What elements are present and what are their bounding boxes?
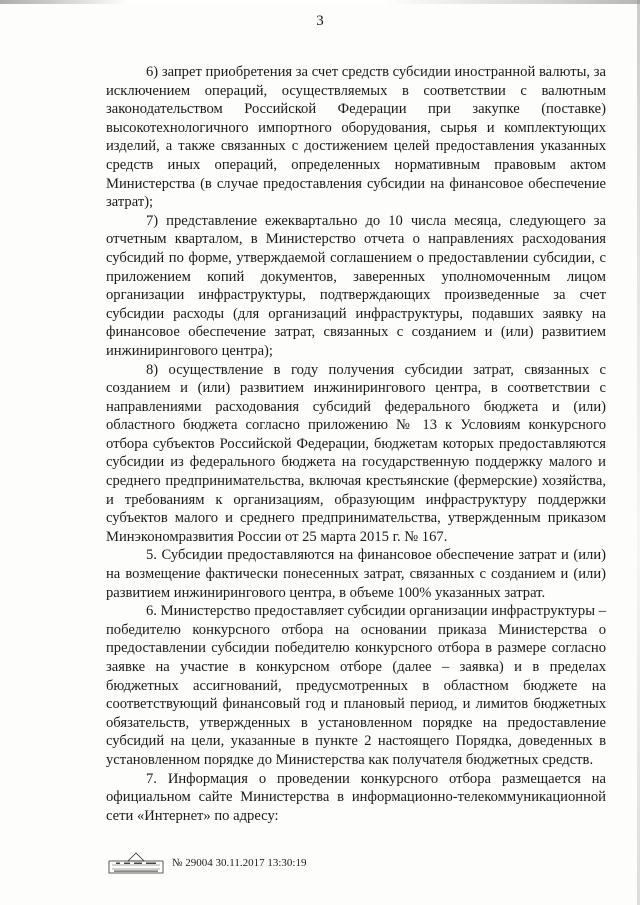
paragraph-clause-6: 6. Министерство предоставляет субсидии организации инфраструктуры – победителю конкурсного отбора на основании приказа Министерства о предоставлении субсидии победителю конкурсного отбора в размере согласно заявке на участие в конкурсном отборе (далее – заявка) и в пределах бюджетных ассигнований, предусмотренных в областном бюджете на соответствующий финансовый год и плановый период, и лимитов бюджетных обязательств, утвержденных в установленном порядке на предоставление субсидий на цели, указанные в пункте 2 настоящего Порядка, доведенных в установленном порядке до Министерства как получателя бюджетных средств. [106, 603, 606, 768]
paragraph-item-8: 8) осуществление в году получения субсидии затрат, связанных с созданием и (или) развитием инжинирингового центра, в соответствии с направлениями расходования субсидий федерального бюджета и (или) областного бюджета согласно приложению № 13 к Условиям конкурсного отбора субъектов Российской Федерации, бюджетам которых предоставляются субсидии из федерального бюджета на государственную поддержку малого и среднего предпринимательства, включая крестьянские (фермерские) хозяйства, и требованиям к организациям, образующим инфраструктуру поддержки субъектов малого и среднего предпринимательства, утвержденным приказом Минэкономразвития России от 25 марта 2015 г. № 167. [106, 361, 606, 545]
paragraph-clause-5: 5. Субсидии предоставляются на финансовое обеспечение затрат и (или) на возмещение фактически понесенных затрат, связанных с созданием и (или) развитием инжинирингового центра, в объеме 100% указанных затрат. [106, 547, 606, 601]
registration-number: № 29004 30.11.2017 13:30:19 [172, 857, 307, 869]
paragraph-item-7: 7) представление ежеквартально до 10 числа месяца, следующего за отчетным кварталом, в Министерство отчета о направлениях расходования субсидий по форме, утверждаемой соглашением о предоставлении субсидии, с приложением копий документов, заверенных уполномоченным лицом организации инфраструктуры, подтверждающих произведенные за счет субсидии расходы (для организаций инфраструктуры, подавших заявку на финансовое обеспечение затрат, связанных с созданием и (или) развитием инжинирингового центра); [106, 212, 606, 359]
paragraph-item-6: 6) запрет приобретения за счет средств субсидии иностранной валюты, за исключением операций, осуществляемых в соответствии с валютным законодательством Российской Федерации при закупке (поставке) высокотехнологичного импортного оборудования, сырья и комплектующих изделий, а также связанных с достижением целей предоставления указанных средств иных операций, определенных нормативным правовым актом Министерства (в случае предоставления субсидии на финансовое обеспечение затрат); [106, 64, 606, 211]
document-footer [108, 852, 428, 878]
scan-edge-top [0, 0, 640, 4]
paragraph-clause-7: 7. Информация о проведении конкурсного отбора размещается на официальном сайте Министерства в информационно-телекоммуникационной сети «Интернет» по адресу: [106, 770, 606, 824]
registry-stamp-icon [108, 852, 164, 874]
document-body [106, 63, 606, 825]
page-number: 3 [316, 13, 324, 29]
